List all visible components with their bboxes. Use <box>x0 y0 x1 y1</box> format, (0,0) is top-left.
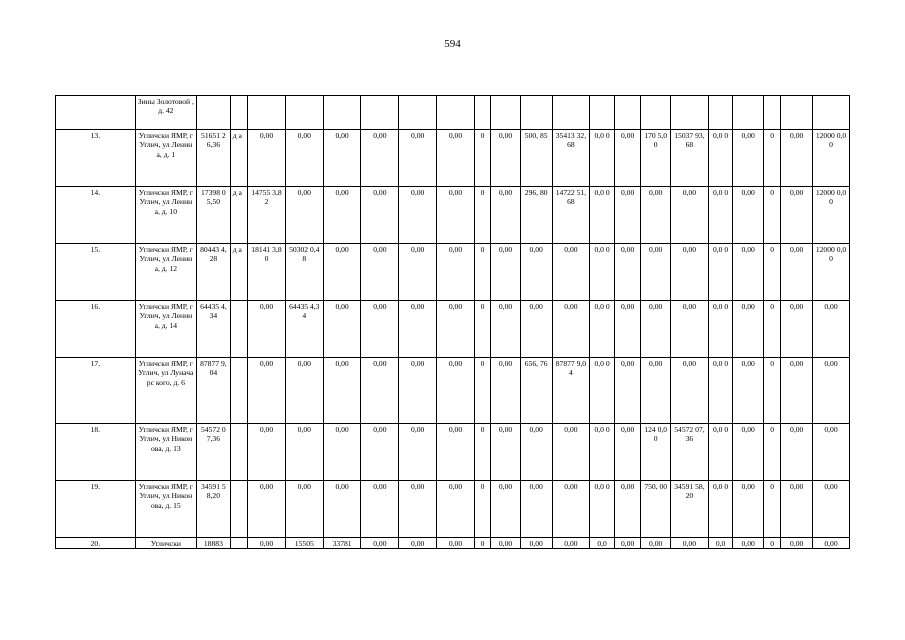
value-cell-c16: 0,00 <box>671 301 709 358</box>
value-cell-c19: 0 <box>763 538 780 549</box>
empty-cell <box>733 96 764 130</box>
value-cell-c6: 0,00 <box>361 481 399 538</box>
row-number-cell: 17. <box>56 358 136 424</box>
table-row <box>56 130 850 187</box>
value-cell-c9: 0 <box>474 301 490 358</box>
value-cell-c16: 0,00 <box>671 187 709 244</box>
value-cell-c1: 80443 4,28 <box>197 244 231 301</box>
value-cell-c11: 656, 76 <box>520 358 552 424</box>
value-cell-c5: 33781 <box>323 538 361 549</box>
value-cell-c2: д а <box>230 244 247 301</box>
address-cell: Угличски ЯМР, г Углич, ул Никонова, д. 15 <box>135 481 196 538</box>
value-cell-c7: 0,00 <box>399 187 437 244</box>
value-cell-c17: 0,0 0 <box>708 130 733 187</box>
value-cell-c6: 0,00 <box>361 358 399 424</box>
value-cell-c15: 750, 00 <box>641 481 671 538</box>
value-cell-c15: 124 0,00 <box>641 424 671 481</box>
value-cell-c16: 0,00 <box>671 538 709 549</box>
value-cell-c13: 0,0 0 <box>590 130 615 187</box>
value-cell-c13: 0,0 <box>590 538 615 549</box>
value-cell-c2 <box>230 358 247 424</box>
value-cell-c21: 0,00 <box>813 424 850 481</box>
empty-cell <box>671 96 709 130</box>
address-cell: Угличски ЯМР, г Углич, ул Ленина, д. 1 <box>135 130 196 187</box>
value-cell-c16: 15037 93,68 <box>671 130 709 187</box>
row-number-cell: 18. <box>56 424 136 481</box>
table-body <box>56 96 850 549</box>
empty-cell <box>813 96 850 130</box>
table-row <box>56 244 850 301</box>
value-cell-c19: 0 <box>763 130 780 187</box>
value-cell-c12: 0,00 <box>552 481 590 538</box>
value-cell-c21: 12000 0,00 <box>813 187 850 244</box>
empty-cell <box>614 96 641 130</box>
value-cell-c15: 170 5,00 <box>641 130 671 187</box>
value-cell-c8: 0,00 <box>437 130 475 187</box>
empty-cell <box>708 96 733 130</box>
value-cell-c9: 0 <box>474 187 490 244</box>
value-cell-c13: 0,0 0 <box>590 358 615 424</box>
value-cell-c20: 0,00 <box>781 244 813 301</box>
value-cell-c3: 18141 3,80 <box>248 244 286 301</box>
address-cell: Угличски ЯМР, г Углич, ул Никонова, д. 13 <box>135 424 196 481</box>
value-cell-c2 <box>230 301 247 358</box>
row-number-cell <box>56 96 136 130</box>
value-cell-c10: 0,00 <box>491 481 521 538</box>
table-row <box>56 481 850 538</box>
empty-cell <box>437 96 475 130</box>
value-cell-c10: 0,00 <box>491 130 521 187</box>
table-row <box>56 538 850 549</box>
value-cell-c21: 12000 0,00 <box>813 244 850 301</box>
value-cell-c8: 0,00 <box>437 301 475 358</box>
value-cell-c14: 0,00 <box>614 358 641 424</box>
value-cell-c18: 0,00 <box>733 481 764 538</box>
value-cell-c2 <box>230 424 247 481</box>
value-cell-c9: 0 <box>474 424 490 481</box>
value-cell-c12: 0,00 <box>552 424 590 481</box>
value-cell-c15: 0,00 <box>641 358 671 424</box>
value-cell-c1: 64435 4,34 <box>197 301 231 358</box>
value-cell-c18: 0,00 <box>733 130 764 187</box>
value-cell-c18: 0,00 <box>733 424 764 481</box>
value-cell-c20: 0,00 <box>781 538 813 549</box>
value-cell-c17: 0,0 0 <box>708 187 733 244</box>
value-cell-c10: 0,00 <box>491 538 521 549</box>
table-row <box>56 187 850 244</box>
empty-cell <box>230 96 247 130</box>
value-cell-c7: 0,00 <box>399 424 437 481</box>
empty-cell <box>763 96 780 130</box>
value-cell-c20: 0,00 <box>781 130 813 187</box>
address-cell: Угличски ЯМР, г Углич, ул Ленина, д. 12 <box>135 244 196 301</box>
address-cell: Угличски ЯМР, г Углич, ул Луначарс кого, д. 6 <box>135 358 196 424</box>
value-cell-c9: 0 <box>474 244 490 301</box>
row-number-cell: 19. <box>56 481 136 538</box>
value-cell-c20: 0,00 <box>781 358 813 424</box>
value-cell-c17: 0,0 0 <box>708 244 733 301</box>
empty-cell <box>491 96 521 130</box>
value-cell-c6: 0,00 <box>361 244 399 301</box>
value-cell-c5: 0,00 <box>323 481 361 538</box>
value-cell-c8: 0,00 <box>437 244 475 301</box>
empty-cell <box>520 96 552 130</box>
value-cell-c7: 0,00 <box>399 538 437 549</box>
value-cell-c4: 0,00 <box>285 130 323 187</box>
value-cell-c10: 0,00 <box>491 244 521 301</box>
value-cell-c1: 87877 9,04 <box>197 358 231 424</box>
value-cell-c21: 0,00 <box>813 481 850 538</box>
value-cell-c8: 0,00 <box>437 481 475 538</box>
value-cell-c2: д а <box>230 130 247 187</box>
value-cell-c11: 0,00 <box>520 538 552 549</box>
value-cell-c19: 0 <box>763 481 780 538</box>
row-number-cell: 16. <box>56 301 136 358</box>
value-cell-c20: 0,00 <box>781 187 813 244</box>
empty-cell <box>474 96 490 130</box>
value-cell-c17: 0,0 0 <box>708 358 733 424</box>
value-cell-c11: 0,00 <box>520 244 552 301</box>
row-number-cell: 14. <box>56 187 136 244</box>
value-cell-c19: 0 <box>763 244 780 301</box>
value-cell-c10: 0,00 <box>491 301 521 358</box>
value-cell-c6: 0,00 <box>361 538 399 549</box>
value-cell-c3: 0,00 <box>248 538 286 549</box>
row-number-cell: 13. <box>56 130 136 187</box>
row-number-cell: 15. <box>56 244 136 301</box>
value-cell-c10: 0,00 <box>491 187 521 244</box>
value-cell-c15: 0,00 <box>641 301 671 358</box>
table-row <box>56 424 850 481</box>
value-cell-c13: 0,0 0 <box>590 187 615 244</box>
value-cell-c12: 35413 32,68 <box>552 130 590 187</box>
empty-cell <box>590 96 615 130</box>
value-cell-c5: 0,00 <box>323 244 361 301</box>
value-cell-c7: 0,00 <box>399 358 437 424</box>
value-cell-c17: 0,0 <box>708 538 733 549</box>
value-cell-c8: 0,00 <box>437 424 475 481</box>
address-cell: Угличски ЯМР, г Углич, ул Ленина, д. 14 <box>135 301 196 358</box>
value-cell-c3: 0,00 <box>248 481 286 538</box>
value-cell-c18: 0,00 <box>733 301 764 358</box>
value-cell-c5: 0,00 <box>323 301 361 358</box>
value-cell-c8: 0,00 <box>437 187 475 244</box>
empty-cell <box>399 96 437 130</box>
value-cell-c14: 0,00 <box>614 538 641 549</box>
address-cell: Угличски ЯМР, г Углич, ул Ленина, д. 10 <box>135 187 196 244</box>
value-cell-c4: 50302 0,48 <box>285 244 323 301</box>
empty-cell <box>641 96 671 130</box>
value-cell-c19: 0 <box>763 358 780 424</box>
value-cell-c20: 0,00 <box>781 301 813 358</box>
value-cell-c21: 0,00 <box>813 538 850 549</box>
value-cell-c11: 296, 80 <box>520 187 552 244</box>
value-cell-c2 <box>230 538 247 549</box>
value-cell-c7: 0,00 <box>399 130 437 187</box>
empty-cell <box>361 96 399 130</box>
value-cell-c11: 0,00 <box>520 424 552 481</box>
value-cell-c18: 0,00 <box>733 244 764 301</box>
value-cell-c1: 54572 07,36 <box>197 424 231 481</box>
value-cell-c7: 0,00 <box>399 301 437 358</box>
value-cell-c12: 0,00 <box>552 301 590 358</box>
value-cell-c19: 0 <box>763 187 780 244</box>
value-cell-c9: 0 <box>474 481 490 538</box>
value-cell-c5: 0,00 <box>323 358 361 424</box>
value-cell-c6: 0,00 <box>361 187 399 244</box>
value-cell-c4: 0,00 <box>285 424 323 481</box>
value-cell-c4: 15505 <box>285 538 323 549</box>
value-cell-c16: 34591 58,20 <box>671 481 709 538</box>
value-cell-c1: 18883 <box>197 538 231 549</box>
value-cell-c21: 0,00 <box>813 358 850 424</box>
empty-cell <box>323 96 361 130</box>
value-cell-c18: 0,00 <box>733 358 764 424</box>
value-cell-c16: 0,00 <box>671 358 709 424</box>
value-cell-c21: 12000 0,00 <box>813 130 850 187</box>
value-cell-c12: 0,00 <box>552 538 590 549</box>
value-cell-c11: 0,00 <box>520 301 552 358</box>
value-cell-c14: 0,00 <box>614 424 641 481</box>
value-cell-c6: 0,00 <box>361 130 399 187</box>
value-cell-c19: 0 <box>763 301 780 358</box>
value-cell-c8: 0,00 <box>437 358 475 424</box>
value-cell-c3: 14755 3,82 <box>248 187 286 244</box>
value-cell-c10: 0,00 <box>491 358 521 424</box>
value-cell-c14: 0,00 <box>614 481 641 538</box>
value-cell-c20: 0,00 <box>781 424 813 481</box>
value-cell-c15: 0,00 <box>641 538 671 549</box>
value-cell-c13: 0,0 0 <box>590 481 615 538</box>
value-cell-c9: 0 <box>474 538 490 549</box>
empty-cell <box>552 96 590 130</box>
address-cell: Угличски <box>135 538 196 549</box>
value-cell-c17: 0,0 0 <box>708 424 733 481</box>
value-cell-c11: 0,00 <box>520 481 552 538</box>
empty-cell <box>285 96 323 130</box>
empty-cell <box>781 96 813 130</box>
value-cell-c11: 500, 85 <box>520 130 552 187</box>
value-cell-c9: 0 <box>474 358 490 424</box>
value-cell-c1: 51651 26,36 <box>197 130 231 187</box>
value-cell-c13: 0,0 0 <box>590 244 615 301</box>
value-cell-c3: 0,00 <box>248 301 286 358</box>
value-cell-c16: 0,00 <box>671 244 709 301</box>
value-cell-c14: 0,00 <box>614 301 641 358</box>
value-cell-c18: 0,00 <box>733 187 764 244</box>
value-cell-c13: 0,0 0 <box>590 301 615 358</box>
value-cell-c20: 0,00 <box>781 481 813 538</box>
value-cell-c21: 0,00 <box>813 301 850 358</box>
value-cell-c15: 0,00 <box>641 187 671 244</box>
value-cell-c7: 0,00 <box>399 244 437 301</box>
value-cell-c14: 0,00 <box>614 130 641 187</box>
value-cell-c9: 0 <box>474 130 490 187</box>
value-cell-c5: 0,00 <box>323 187 361 244</box>
value-cell-c15: 0,00 <box>641 244 671 301</box>
row-number-cell: 20. <box>56 538 136 549</box>
value-cell-c3: 0,00 <box>248 358 286 424</box>
value-cell-c17: 0,0 0 <box>708 301 733 358</box>
value-cell-c7: 0,00 <box>399 481 437 538</box>
value-cell-c3: 0,00 <box>248 130 286 187</box>
value-cell-c18: 0,00 <box>733 538 764 549</box>
value-cell-c4: 0,00 <box>285 358 323 424</box>
value-cell-c5: 0,00 <box>323 424 361 481</box>
table-row <box>56 358 850 424</box>
value-cell-c6: 0,00 <box>361 301 399 358</box>
value-cell-c10: 0,00 <box>491 424 521 481</box>
value-cell-c12: 87877 9,04 <box>552 358 590 424</box>
value-cell-c4: 64435 4,34 <box>285 301 323 358</box>
table-row-continuation <box>56 96 850 130</box>
value-cell-c2: д а <box>230 187 247 244</box>
value-cell-c12: 14722 51,68 <box>552 187 590 244</box>
empty-cell <box>197 96 231 130</box>
value-cell-c6: 0,00 <box>361 424 399 481</box>
value-cell-c2 <box>230 481 247 538</box>
value-cell-c4: 0,00 <box>285 187 323 244</box>
value-cell-c5: 0,00 <box>323 130 361 187</box>
value-cell-c17: 0,0 0 <box>708 481 733 538</box>
value-cell-c3: 0,00 <box>248 424 286 481</box>
value-cell-c8: 0,00 <box>437 538 475 549</box>
value-cell-c1: 17398 05,50 <box>197 187 231 244</box>
data-table <box>55 95 850 549</box>
value-cell-c1: 34591 58,20 <box>197 481 231 538</box>
table-row <box>56 301 850 358</box>
page-number: 594 <box>444 38 461 50</box>
value-cell-c16: 54572 07,36 <box>671 424 709 481</box>
value-cell-c12: 0,00 <box>552 244 590 301</box>
empty-cell <box>248 96 286 130</box>
value-cell-c4: 0,00 <box>285 481 323 538</box>
value-cell-c14: 0,00 <box>614 244 641 301</box>
value-cell-c19: 0 <box>763 424 780 481</box>
value-cell-c14: 0,00 <box>614 187 641 244</box>
address-cell: Зины Золотовой , д. 42 <box>135 96 196 130</box>
value-cell-c13: 0,0 0 <box>590 424 615 481</box>
